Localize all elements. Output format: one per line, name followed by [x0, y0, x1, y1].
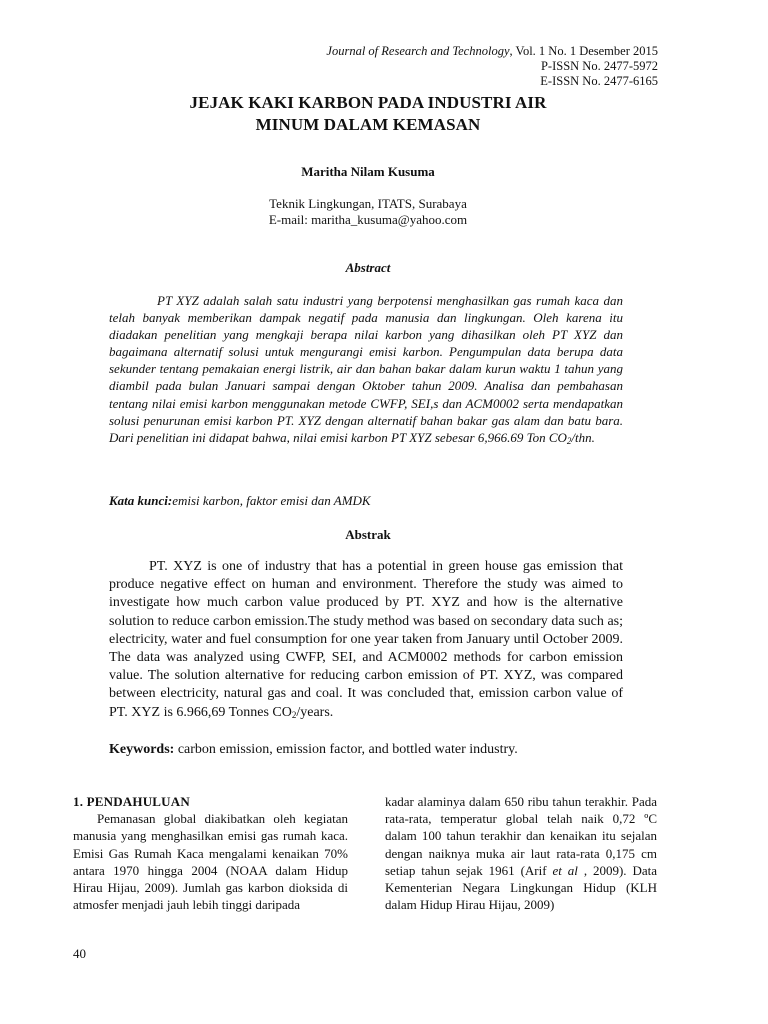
kata-kunci-values: emisi karbon, faktor emisi dan AMDK	[172, 493, 371, 508]
keywords-indonesian	[109, 493, 623, 509]
abstract-indonesian	[109, 292, 623, 446]
body-column-left	[73, 793, 348, 913]
abstrak-heading: Abstrak	[345, 527, 391, 542]
affiliation: Teknik Lingkungan, ITATS, Surabaya	[269, 196, 467, 211]
keywords-label: Keywords:	[109, 742, 175, 757]
journal-volume: , Vol. 1 No. 1 Desember 2015	[509, 44, 658, 58]
abstract-en-subscript: 2	[291, 709, 297, 720]
author-affiliation-block	[100, 196, 636, 228]
title-line-2: MINUM DALAM KEMASAN	[255, 115, 481, 134]
kata-kunci-label: Kata kunci:	[109, 493, 173, 508]
author-email: E-mail: maritha_kusuma@yahoo.com	[268, 212, 468, 227]
abstract-en-text-end: /years.	[296, 704, 334, 720]
e-issn: E-ISSN No. 2477-6165	[540, 74, 658, 88]
abstract-english	[109, 558, 623, 722]
body-column-right	[385, 793, 657, 913]
abstract-heading: Abstract	[345, 260, 391, 275]
keywords-english	[109, 742, 623, 758]
abstract-en-text: PT. XYZ is one of industry that has a potential in green house gas emission that produce negative effect on human and environment. Therefore the study was aimed to investigate how much carbon value produced by PT. XYZ and how is the alternative solution to reduce carbon emission.The study method was based on secondary data such as; electricity, water and fuel consumption for one year taken from January until October 2009. The data was analyzed using CWFP, SEI, and ACM0002 methods for carbon emission value. The solution alternative for reducing carbon emission of PT. XYZ, was compared between electricity, natural gas and coal. It was concluded that, emission carbon value of PT. XYZ is 6.966,69 Tonnes CO	[109, 559, 623, 720]
p-issn: P-ISSN No. 2477-5972	[540, 59, 658, 73]
section-heading: 1. PENDAHULUAN	[73, 794, 190, 809]
right-text-part-2: , 2009). Data Kementerian Negara Lingkungan Hidup (KLH dalam Hidup Hirau Hijau, 2009)	[385, 862, 658, 913]
journal-header	[258, 44, 658, 89]
author-name: Maritha Nilam Kusuma	[301, 164, 435, 179]
page-number: 40	[73, 946, 86, 961]
section-paragraph-right	[385, 793, 657, 913]
journal-citation	[258, 44, 658, 59]
abstract-id-text: PT XYZ adalah salah satu industri yang berpotensi menghasilkan gas rumah kaca dan telah banyak memberikan dampak negatif pada manusia dan lingkungan. Oleh karena itu diadakan penelitian yang mengkaji berapa nilai karbon yang dihasilkan oleh PT XYZ dan bagaimana alternatif solusi untuk mengurangi emisi karbon. Pengumpulan data berupa data sekunder tentang pemakaian energi listrik, air dan bahan bakar dalam kurun waktu 1 tahun yang diambil pada bulan Januari sampai dengan Oktober tahun 2009. Analisa dan pembahasan tentang nilai emisi karbon menggunakan metode CWFP, SEI,s dan ACM0002 serta mendapatkan solusi penurunan emisi karbon PT. XYZ dengan alternatif bahan bakar gas alam dan batu bara. Dari penelitian ini didapat bahwa, nilai emisi karbon PT XYZ sebesar 6,966.69 Ton CO	[109, 293, 623, 445]
abstract-id-subscript: 2	[566, 435, 572, 446]
keywords-values: carbon emission, emission factor, and bottled water industry.	[174, 742, 518, 757]
paper-title	[100, 92, 636, 136]
right-text-part-1: kadar alaminya dalam 650 ribu tahun terakhir. Pada rata-rata, temperatur global telah naik 0,72 ºC dalam 100 tahun terakhir dan kenaikan itu sejalan dengan naiknya muka air laut rata-rata 0,175 cm setiap tahun sejak 1961 (Arif	[385, 794, 657, 878]
section-paragraph-left: Pemanasan global diakibatkan oleh kegiatan manusia yang menghasilkan emisi gas rumah kaca. Emisi Gas Rumah Kaca mengalami kenaikan 70% antara 1970 hingga 2004 (NOAA dalam Hidup Hirau Hijau, 2009). Jumlah gas karbon dioksida di atmosfer menjadi jauh lebih tinggi daripada	[73, 811, 348, 913]
journal-name: Journal of Research and Technology	[326, 44, 510, 58]
et-al-citation: et al	[552, 862, 578, 878]
title-line-1: JEJAK KAKI KARBON PADA INDUSTRI AIR	[189, 93, 547, 112]
abstract-id-text-end: /thn.	[571, 429, 595, 445]
